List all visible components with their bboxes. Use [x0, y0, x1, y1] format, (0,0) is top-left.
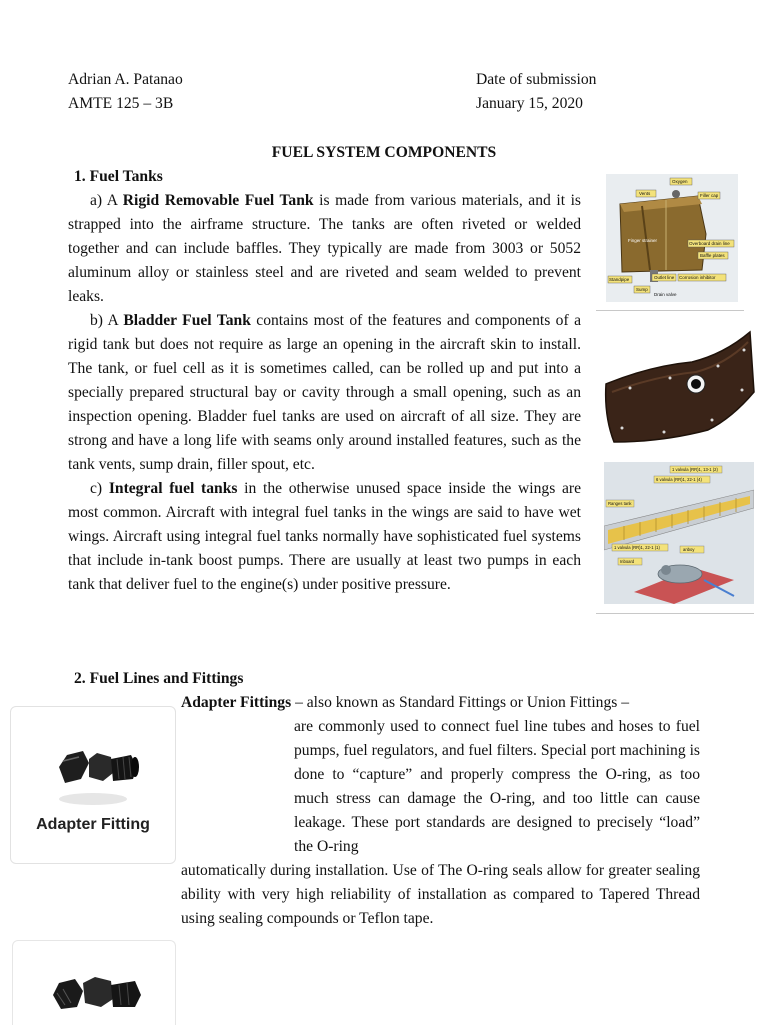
- date-value: January 15, 2020: [476, 95, 583, 112]
- figure-integral-tank: [604, 462, 754, 604]
- term-rigid-tank: Rigid Removable Fuel Tank: [122, 192, 314, 209]
- second-fitting-image: [13, 941, 175, 1025]
- term-adapter-fittings: Adapter Fittings: [181, 694, 292, 711]
- rigid-label-sump: Sump: [636, 287, 648, 292]
- paragraph-integral-tank: [68, 477, 581, 597]
- date-label: Date of submission: [476, 71, 597, 88]
- wing-label-anboy: anboy: [683, 547, 695, 552]
- figure-divider: [596, 613, 754, 614]
- wing-label-ranges: Ranges tank: [608, 501, 632, 506]
- rigid-label-standpipe: Standpipe: [609, 277, 630, 282]
- adapter-fitting-caption: Adapter Fitting: [36, 816, 150, 833]
- figure-second-fitting: [12, 940, 176, 1025]
- item-prefix-c: c): [90, 480, 109, 497]
- figure-rigid-tank: [606, 174, 738, 302]
- adapter-lead-text: – also known as Standard Fittings or Union Fittings –: [291, 694, 630, 711]
- text-rigid-tank: is made from various materials, and it is strapped into the airframe structure. The tanks are often riveted or welded together and can include baffles. They typically are made from 3003 or 5052 aluminum alloy or stainless steel and are riveted and seam welded to prevent leaks.: [68, 192, 581, 305]
- rigid-tank-diagram: [606, 174, 738, 302]
- adapter-lead-line: [181, 691, 701, 715]
- wing-label-inboard: Inboard: [620, 559, 635, 564]
- header-left: [68, 68, 183, 116]
- course-code: AMTE 125 – 3B: [68, 95, 174, 112]
- bladder-tank-image: [600, 326, 756, 450]
- text-bladder-tank: contains most of the features and components of a rigid tank but does not require as large an opening in the aircraft skin to install. The tank, or fuel cell as it is sometimes called, can be rolled up and put into a specially prepared structural bay or cavity through a small opening, such as an inspection opening. Bladder fuel tanks are used on aircraft of all size. They are strong and have a long life with seams only around installed features, such as the tank vents, sump drain, filler spout, etc.: [68, 312, 581, 473]
- section-heading-fuel-tanks: 1. Fuel Tanks: [74, 168, 163, 185]
- item-prefix-b: b) A: [90, 312, 124, 329]
- adapter-tail-text: automatically during installation. Use of The O-ring seals allow for greater sealing ability with very high reliability of installation as compared to Tapered Thread using sealing compounds or Teflon tape.: [181, 862, 700, 927]
- paragraph-rigid-tank: [68, 189, 581, 309]
- rigid-label-baffle-plates: Baffle plates: [700, 253, 725, 258]
- text-integral-tank: in the otherwise unused space inside the wings are most common. Aircraft with integral fuel tanks in the wings are said to have wet wings. Aircraft using integral fuel tanks normally have sophisticated fuel systems that include in-tank boost pumps. There are usually at least two pumps in each tank that deliver fuel to the engine(s) under positive pressure.: [68, 480, 581, 593]
- wing-label-1: 1 valvula (RR)1, 13-1 (2): [672, 467, 718, 472]
- term-bladder-tank: Bladder Fuel Tank: [123, 312, 251, 329]
- author-name: Adrian A. Patanao: [68, 71, 183, 88]
- figure-divider: [596, 310, 744, 311]
- rigid-label-overboard-drain: Overboard drain line: [689, 241, 730, 246]
- rigid-label-finger-strainer: Finger strainer: [628, 238, 658, 243]
- term-integral-tank: Integral fuel tanks: [108, 480, 238, 497]
- item-prefix-a: a) A: [90, 192, 123, 209]
- wing-tank-diagram: [604, 462, 754, 604]
- adapter-body-text: are commonly used to connect fuel line tubes and hoses to fuel pumps, fuel regulators, and fuel filters. Special port machining is done to “capture” and properly compress the O-ring, as too much stress can damage the O-ring, and too little can cause leakage. These port standards are designed to precisely “load” the O-ring: [294, 718, 700, 855]
- wing-label-3: 1 valvula (RR)1, 22-1 (1): [614, 545, 660, 550]
- figure-bladder-tank: [600, 326, 756, 450]
- header-right: [476, 68, 596, 116]
- wing-label-2: 6 valvula (RR)1, 22-1 (4): [656, 477, 702, 482]
- paragraph-bladder-tank: [68, 309, 581, 477]
- rigid-label-corrosion-inhibitor: Corrosion inhibitor: [679, 275, 716, 280]
- rigid-label-outlet-line: Outlet line: [654, 275, 675, 280]
- rigid-label-vents: Vents: [639, 191, 651, 196]
- rigid-label-oxygen: Oxygen: [672, 179, 688, 184]
- adapter-fitting-image: [11, 707, 175, 819]
- figure-adapter-fitting: [10, 706, 176, 864]
- rigid-label-drain-valve: Drain valve: [654, 292, 677, 297]
- page-title: FUEL SYSTEM COMPONENTS: [271, 144, 497, 161]
- fuel-tanks-body: [68, 189, 581, 597]
- rigid-label-filler-cap: Filler cap: [700, 193, 719, 198]
- section-heading-fuel-lines: 2. Fuel Lines and Fittings: [74, 670, 244, 687]
